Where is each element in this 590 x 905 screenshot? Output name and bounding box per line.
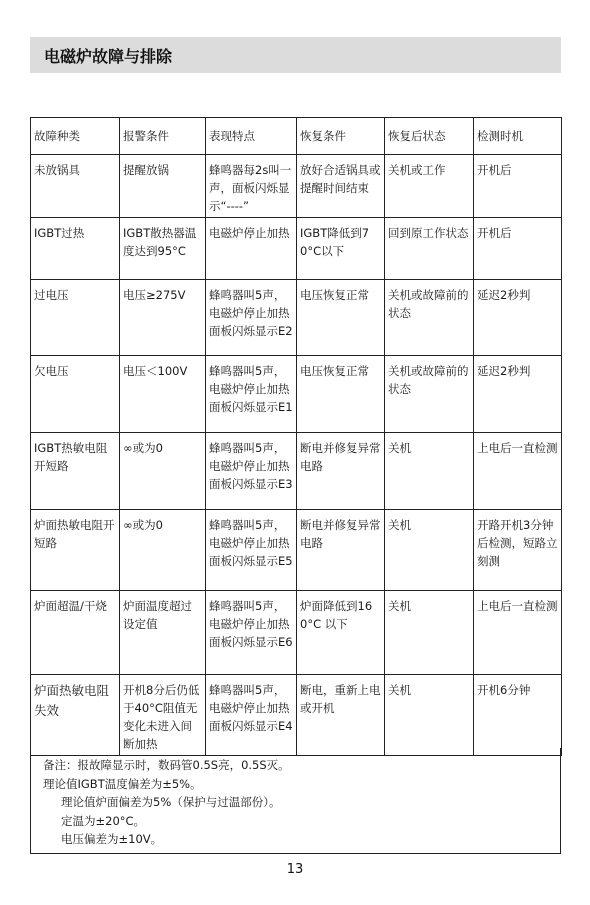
- fault-table: [30, 117, 562, 756]
- table-cell: 蜂鸣器叫5声，电磁炉停止加热面板闪烁显示E2: [206, 280, 297, 356]
- table-cell: 断电并修复异常电路: [297, 433, 385, 510]
- table-row: [31, 675, 562, 756]
- table-cell: IGBT散热器温度达到95°C: [120, 218, 206, 280]
- table-cell: 开机后: [474, 155, 562, 218]
- notes-box: [30, 748, 561, 854]
- header-detection-timing: 检测时机: [474, 118, 562, 155]
- table-cell: 开机8分后仍低于40°C阻值无变化未进入间断加热: [120, 675, 206, 756]
- note-line: 理论值IGBT温度偏差为±5%。: [43, 776, 202, 791]
- table-cell: 蜂鸣器叫5声，电磁炉停止加热面板闪烁显示E4: [206, 675, 297, 756]
- table-cell: IGBT过热: [31, 218, 120, 280]
- note-line: 备注：报故障显示时，数码管0.5S亮，0.5S灭。: [43, 758, 290, 772]
- table-cell: 上电后一直检测: [474, 591, 562, 675]
- table-cell: 断电并修复异常电路: [297, 510, 385, 591]
- table-cell: 断电，重新上电或开机: [297, 675, 385, 756]
- note-line: 定温为±20°C。: [61, 813, 146, 828]
- table-cell: 炉面超温/干烧: [31, 591, 120, 675]
- table-cell: 回到原工作状态: [385, 218, 474, 280]
- table-cell: IGBT热敏电阻开短路: [31, 433, 120, 510]
- table-cell: 关机: [385, 591, 474, 675]
- table-cell: 放好合适锅具或提醒时间结束: [297, 155, 385, 218]
- table-cell: 蜂鸣器叫5声，电磁炉停止加热面板闪烁显示E5: [206, 510, 297, 591]
- table-cell: 提醒放锅: [120, 155, 206, 218]
- table-row: [31, 218, 562, 280]
- table-cell: 蜂鸣器叫5声，电磁炉停止加热面板闪烁显示E3: [206, 433, 297, 510]
- table-row: [31, 155, 562, 218]
- table-cell: 电压≥275V: [120, 280, 206, 356]
- table-cell: 蜂鸣器叫5声，电磁炉停止加热面板闪烁显示E6: [206, 591, 297, 675]
- table-row: [31, 510, 562, 591]
- table-cell: 电压恢复正常: [297, 356, 385, 433]
- table-cell: 炉面温度超过设定值: [120, 591, 206, 675]
- table-cell: 开机6分钟: [474, 675, 562, 756]
- table-cell: 关机或故障前的状态: [385, 356, 474, 433]
- table-row: [31, 356, 562, 433]
- table-cell: 关机: [385, 675, 474, 756]
- table-cell: ∞或为0: [120, 433, 206, 510]
- table-cell: 开路开机3分钟后检测，短路立刻测: [474, 510, 562, 591]
- table-cell: 电压＜100V: [120, 356, 206, 433]
- header-symptom: 表现特点: [206, 118, 297, 155]
- table-cell: 电压恢复正常: [297, 280, 385, 356]
- table-cell: 欠电压: [31, 356, 120, 433]
- table-cell: 关机: [385, 433, 474, 510]
- table-row: [31, 433, 562, 510]
- table-cell: 蜂鸣器叫5声，电磁炉停止加热面板闪烁显示E1: [206, 356, 297, 433]
- table-cell: 过电压: [31, 280, 120, 356]
- header-recovery-condition: 恢复条件: [297, 118, 385, 155]
- table-row: [31, 280, 562, 356]
- table-row: [31, 591, 562, 675]
- table-cell: ∞或为0: [120, 510, 206, 591]
- page-number: 13: [286, 862, 304, 877]
- header-state-after-recovery: 恢复后状态: [385, 118, 474, 155]
- table-cell: 未放锅具: [31, 155, 120, 218]
- table-header-row: [31, 118, 562, 155]
- table-cell: 炉面热敏电阻失效: [31, 675, 120, 756]
- section-title: 电磁炉故障与排除: [44, 46, 173, 66]
- table-cell: 上电后一直检测: [474, 433, 562, 510]
- note-line: 理论值炉面偏差为5%（保护与过温部份）。: [61, 795, 281, 809]
- header-alarm-condition: 报警条件: [120, 118, 206, 155]
- table-cell: 炉面降低到160°C 以下: [297, 591, 385, 675]
- section-title-bar: [30, 37, 561, 73]
- table-cell: 关机或工作: [385, 155, 474, 218]
- table-cell: 关机: [385, 510, 474, 591]
- table-cell: 蜂鸣器每2s叫一声，面板闪烁显示“----”: [206, 155, 297, 218]
- table-cell: 延迟2秒判: [474, 280, 562, 356]
- table-cell: 延迟2秒判: [474, 356, 562, 433]
- header-fault-type: 故障种类: [31, 118, 120, 155]
- table-cell: 炉面热敏电阻开短路: [31, 510, 120, 591]
- table-cell: 关机或故障前的状态: [385, 280, 474, 356]
- table-cell: 电磁炉停止加热: [206, 218, 297, 280]
- table-cell: 开机后: [474, 218, 562, 280]
- table-cell: IGBT降低到70°C以下: [297, 218, 385, 280]
- note-line: 电压偏差为±10V。: [61, 832, 163, 846]
